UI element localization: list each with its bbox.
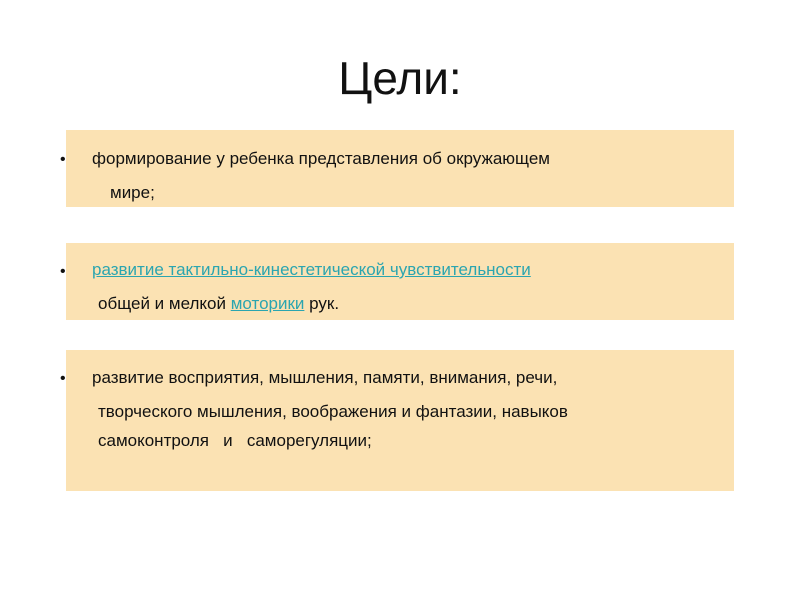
goal-2-text-before: общей и мелкой [98,294,226,313]
bullet-icon: • [60,370,66,387]
bullet-icon: • [60,263,66,280]
bullet-icon: • [60,151,66,168]
goal-1-line-2: мире; [110,183,155,202]
goal-3-line-3: самоконтроля и саморегуляции; [98,431,372,450]
goal-2-line-2 [98,294,339,314]
slide-title: Цели: [338,52,462,104]
goal-2-text-after: рук. [309,294,340,313]
goal-3-line-2: творческого мышления, воображения и фантазии, навыков [98,402,568,421]
goal-2-link-tactile-sensitivity[interactable]: развитие тактильно-кинестетической чувствительности [92,260,531,279]
goal-3-line-1: развитие восприятия, мышления, памяти, внимания, речи, [92,368,558,387]
goal-1-line-1: формирование у ребенка представления об окружающем [92,149,550,168]
goal-2-link-motor-skills[interactable]: моторики [230,294,305,313]
